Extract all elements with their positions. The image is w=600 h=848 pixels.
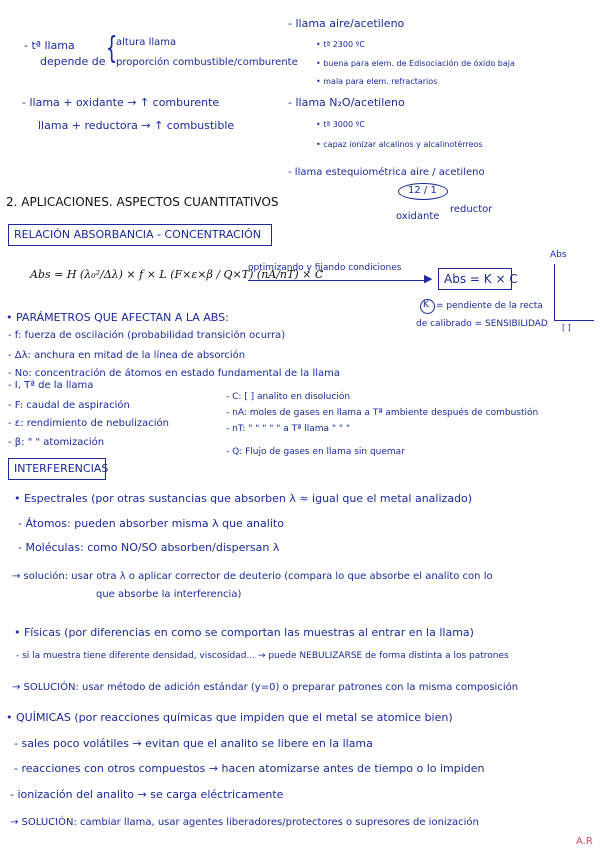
param-f: - f: fuerza de oscilación (probabilidad transición ocurra) xyxy=(8,330,286,341)
relacion-title: RELACIÓN ABSORBANCIA - CONCENTRACIÓN xyxy=(14,228,261,241)
interferencias-title: INTERFERENCIAS xyxy=(14,462,109,475)
k-desc-1: = pendiente de la recta xyxy=(436,301,543,311)
param-q: - Q: Flujo de gases en llama sin quemar xyxy=(226,447,405,457)
quimicas-title: • QUÍMICAS (por reacciones químicas que impiden que el metal se atomice bien) xyxy=(6,711,453,724)
n2o-bullet-2: • capaz ionizar alcalinos y alcalinotérreos xyxy=(316,140,483,149)
signature: A.R xyxy=(576,836,593,847)
solucion-1b: que absorbe la interferencia) xyxy=(96,589,242,600)
aire-bullet-3: • mala para elem. refractarios xyxy=(316,77,438,86)
section-heading: 2. APLICACIONES. ASPECTOS CUANTITATIVOS xyxy=(6,195,279,209)
ratio-label: 12 / 1 xyxy=(408,185,437,196)
graph-x-label: [ ] xyxy=(562,323,571,332)
param-beta: - β: " " atomización xyxy=(8,437,105,448)
graph-y-axis xyxy=(554,264,555,320)
aire-title: - llama aire/acetileno xyxy=(288,17,405,30)
oxidante-line: - llama + oxidante → ↑ comburente xyxy=(22,96,220,109)
moleculas-line: - Moléculas: como NO/SO absorben/dispersan λ xyxy=(18,541,280,554)
option-altura: altura llama xyxy=(116,37,177,48)
aire-bullet-1: • tª 2300 ºC xyxy=(316,40,365,49)
aire-bullet-2: • buena para elem. de Edisociación de óxido baja xyxy=(316,59,515,68)
absorbance-formula xyxy=(30,256,324,296)
n2o-bullet-1: • tª 3000 ºC xyxy=(316,120,365,129)
result-formula: Abs = K × C xyxy=(444,272,518,286)
quimicas-line-3: - ionización del analito → se carga eléctricamente xyxy=(10,788,284,801)
param-nt: - nT: " " " " " a Tª llama " " " xyxy=(226,424,350,434)
reductora-line: llama + reductora → ↑ combustible xyxy=(38,119,235,132)
depends-line: depende de xyxy=(40,55,106,68)
temp-line: - tª llama xyxy=(24,39,75,52)
param-no: - No: concentración de átomos en estado fundamental de la llama xyxy=(8,368,340,379)
solucion-2: → SOLUCIÓN: usar método de adición estándar (y=0) o preparar patrones con la misma composición xyxy=(12,682,519,693)
params-title: • PARÁMETROS QUE AFECTAN A LA ABS: xyxy=(6,311,229,324)
atomos-line: - Átomos: pueden absorber misma λ que analito xyxy=(18,517,284,530)
formula-text: Abs = H (λ₀²/Δλ) × f × L (F×ε×β / Q×T) (nA/nT) × C xyxy=(30,268,324,281)
oxidante-label: oxidante xyxy=(396,211,440,222)
graph-x-axis xyxy=(554,320,594,321)
graph-y-label: Abs xyxy=(550,250,567,260)
esteq-title: - llama estequiométrica aire / acetileno xyxy=(288,167,485,178)
espectrales-title: • Espectrales (por otras sustancias que absorben λ ≈ igual que el metal analizado) xyxy=(14,492,473,505)
fisicas-line: - si la muestra tiene diferente densidad, viscosidad... → puede NEBULIZARSE de forma distinta a los patrones xyxy=(16,651,509,661)
arrow-line xyxy=(248,280,424,281)
k-label: K xyxy=(423,300,429,310)
reductor-label: reductor xyxy=(450,204,493,215)
k-desc-2: de calibrado = SENSIBILIDAD xyxy=(416,319,548,329)
n2o-title: - llama N₂O/acetileno xyxy=(288,96,405,109)
param-c: - C: [ ] analito en disolución xyxy=(226,392,351,402)
param-F: - F: caudal de aspiración xyxy=(8,400,130,411)
arrow-head-icon: ▶ xyxy=(424,272,433,285)
param-temp: - I, Tª de la llama xyxy=(8,380,94,391)
param-na: - nA: moles de gases en llama a Tª ambiente después de combustión xyxy=(226,408,539,418)
fisicas-title: • Físicas (por diferencias en como se comportan las muestras al entrar en la llama) xyxy=(14,626,474,639)
solucion-3: → SOLUCIÓN: cambiar llama, usar agentes liberadores/protectores o supresores de ionización xyxy=(10,817,479,828)
quimicas-line-2: - reacciones con otros compuestos → hacen atomizarse antes de tiempo o lo impiden xyxy=(14,762,485,775)
solucion-1a: → solución: usar otra λ o aplicar corrector de deuterio (compara lo que absorbe el analito con lo xyxy=(12,571,493,582)
option-proporcion: proporción combustible/comburente xyxy=(116,57,298,68)
brace-icon: { xyxy=(105,31,118,66)
param-dl: - Δλ: anchura en mitad de la línea de absorción xyxy=(8,350,246,361)
quimicas-line-1: - sales poco volátiles → evitan que el analito se libere en la llama xyxy=(14,737,373,750)
optimizing-note: optimizando y fijando condiciones xyxy=(248,263,402,273)
param-eps: - ε: rendimiento de nebulización xyxy=(8,418,169,429)
